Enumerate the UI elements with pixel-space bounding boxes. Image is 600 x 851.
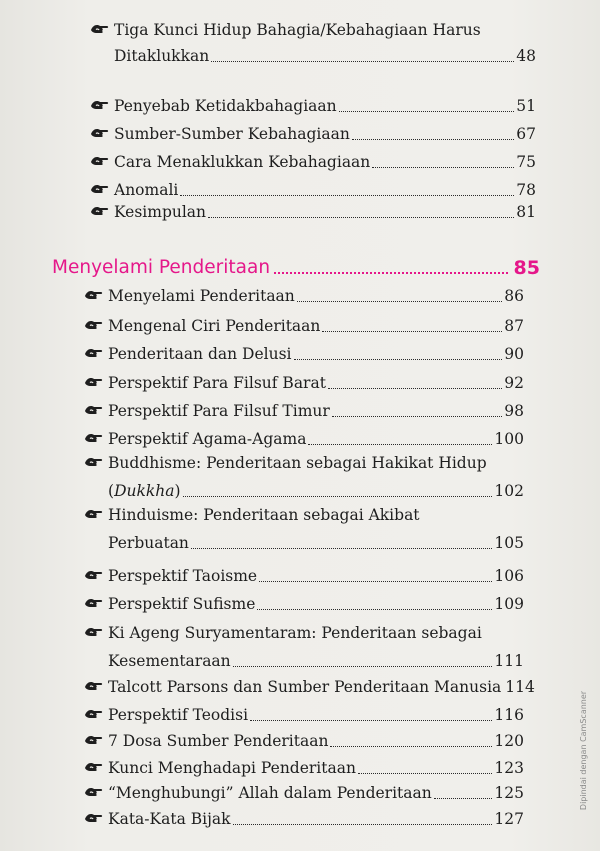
toc-entry-label: Penyebab Ketidakbahagiaan [114, 97, 337, 115]
leader-dots [322, 331, 502, 332]
toc-entry-label: Perspektif Agama-Agama [108, 430, 307, 448]
toc-entry-label: 7 Dosa Sumber Penderitaan [108, 732, 329, 750]
toc-entry[interactable] [108, 594, 524, 614]
scanner-watermark: Dipindai dengan CamScanner [579, 690, 589, 810]
leader-dots [259, 581, 492, 582]
toc-page-number: 127 [494, 810, 524, 828]
leader-dots [233, 666, 493, 667]
toc-page-number: 100 [494, 430, 524, 448]
toc-entry-label: Anomali [114, 181, 179, 199]
toc-entry-label: Kunci Menghadapi Penderitaan [108, 759, 356, 777]
toc-page-number: 109 [494, 595, 524, 613]
toc-entry-label-line2: Perbuatan [108, 534, 189, 552]
toc-entry[interactable] [108, 429, 524, 449]
leader-dots [211, 61, 514, 62]
toc-page-number: 123 [494, 759, 524, 777]
toc-entry[interactable] [108, 809, 524, 829]
toc-page-number: 67 [516, 125, 536, 143]
leader-dots [434, 798, 493, 799]
toc-entry[interactable] [114, 152, 536, 172]
hand-pointing-icon [84, 375, 106, 395]
toc-entry-label: Sumber-Sumber Kebahagiaan [114, 125, 350, 143]
toc-entry[interactable] [114, 202, 536, 222]
hand-pointing-icon [90, 98, 112, 118]
toc-page-number: 51 [516, 97, 536, 115]
toc-entry[interactable] [108, 373, 524, 393]
hand-pointing-icon [84, 811, 106, 831]
toc-entry[interactable] [108, 401, 524, 421]
hand-pointing-icon [84, 568, 106, 588]
toc-page-number: 125 [494, 784, 524, 802]
section-page-number: 85 [513, 257, 540, 279]
toc-entry-label: Perspektif Para Filsuf Barat [108, 374, 326, 392]
hand-pointing-icon [84, 507, 106, 527]
toc-entry[interactable] [108, 783, 524, 803]
hand-pointing-icon [84, 760, 106, 780]
toc-page-number: 81 [516, 203, 536, 221]
leader-dots [297, 301, 502, 302]
toc-entry-label-line2: Kesementaraan [108, 652, 231, 670]
hand-pointing-icon [84, 318, 106, 338]
hand-pointing-icon [90, 204, 112, 224]
hand-pointing-icon [90, 154, 112, 174]
toc-entry-label-line2: Ditaklukkan [114, 47, 210, 65]
toc-entry-label: Talcott Parsons dan Sumber Penderitaan Manusia [108, 678, 502, 696]
leader-dots [352, 139, 514, 140]
leader-dots [183, 496, 493, 497]
hand-pointing-icon [84, 431, 106, 451]
hand-pointing-icon [84, 403, 106, 423]
toc-entry-label: Kata-Kata Bijak [108, 810, 231, 828]
toc-entry-label: Perspektif Teodisi [108, 706, 249, 724]
leader-dots [233, 824, 493, 825]
toc-entry[interactable] [114, 46, 536, 66]
toc-page-number: 111 [494, 652, 524, 670]
hand-pointing-icon [90, 126, 112, 146]
toc-entry[interactable] [114, 96, 536, 116]
toc-entry[interactable] [108, 316, 524, 336]
toc-page-number: 90 [504, 345, 524, 363]
toc-entry[interactable] [108, 731, 524, 751]
toc-page-number: 102 [494, 482, 524, 500]
toc-entry[interactable] [108, 481, 524, 501]
leader-dots [257, 609, 492, 610]
toc-page-number: 92 [504, 374, 524, 392]
leader-dots [208, 217, 514, 218]
toc-page-number: 78 [516, 181, 536, 199]
hand-pointing-icon [84, 288, 106, 308]
leader-dots [330, 746, 492, 747]
leader-dots [372, 167, 514, 168]
toc-entry-label: Kesimpulan [114, 203, 207, 221]
hand-pointing-icon [84, 679, 106, 699]
toc-entry[interactable] [108, 758, 524, 778]
toc-page-number: 98 [504, 402, 524, 420]
hand-pointing-icon [84, 455, 106, 475]
toc-entry-label-line1[interactable]: Buddhisme: Penderitaan sebagai Hakikat Hidup [108, 454, 487, 472]
toc-page-number: 105 [494, 534, 524, 552]
leader-dots [339, 111, 515, 112]
leader-dots [332, 416, 502, 417]
toc-entry[interactable] [108, 344, 524, 364]
toc-entry[interactable] [108, 677, 535, 697]
toc-page-number: 114 [505, 678, 535, 696]
toc-page-number: 86 [504, 287, 524, 305]
hand-pointing-icon [84, 625, 106, 645]
toc-entry[interactable] [108, 651, 524, 671]
toc-entry-label: Mengenal Ciri Penderitaan [108, 317, 321, 335]
toc-page-number: 87 [504, 317, 524, 335]
hand-pointing-icon [84, 596, 106, 616]
toc-entry-label: Penderitaan dan Delusi [108, 345, 292, 363]
toc-entry-label: Cara Menaklukkan Kebahagiaan [114, 153, 371, 171]
toc-entry-label: “Menghubungi” Allah dalam Penderitaan [108, 784, 432, 802]
toc-entry[interactable] [108, 533, 524, 553]
leader-dots [328, 388, 502, 389]
hand-pointing-icon [84, 346, 106, 366]
toc-page-number: 116 [494, 706, 524, 724]
leader-dots [294, 359, 503, 360]
leader-dots [191, 548, 492, 549]
leader-dots [308, 444, 492, 445]
toc-page-number: 48 [516, 47, 536, 65]
toc-page-number: 75 [516, 153, 536, 171]
toc-entry[interactable] [114, 124, 536, 144]
toc-entry-label: Perspektif Para Filsuf Timur [108, 402, 330, 420]
leader-dots [180, 195, 514, 196]
hand-pointing-icon [90, 22, 112, 42]
toc-entry[interactable] [108, 566, 524, 586]
section-title: Menyelami Penderitaan [52, 257, 271, 278]
toc-page-number: 106 [494, 567, 524, 585]
toc-entry[interactable] [114, 180, 536, 200]
leader-dots [358, 773, 492, 774]
toc-entry-label: Perspektif Taoisme [108, 567, 258, 585]
hand-pointing-icon [84, 785, 106, 805]
toc-entry[interactable] [108, 286, 524, 306]
toc-entry-label: Menyelami Penderitaan [108, 287, 295, 305]
toc-entry-label-line2: (Dukkha) [108, 482, 181, 500]
toc-entry-label: Perspektif Sufisme [108, 595, 256, 613]
toc-page-number: 120 [494, 732, 524, 750]
hand-pointing-icon [90, 182, 112, 202]
hand-pointing-icon [84, 707, 106, 727]
toc-entry-label-line1[interactable]: Ki Ageng Suryamentaram: Penderitaan sebagai [108, 624, 482, 642]
section-leader-dots [274, 272, 508, 274]
hand-pointing-icon [84, 733, 106, 753]
section-heading[interactable] [52, 256, 540, 280]
toc-entry-label-line1[interactable]: Hinduisme: Penderitaan sebagai Akibat [108, 506, 420, 524]
leader-dots [250, 720, 492, 721]
toc-entry-label-line1[interactable]: Tiga Kunci Hidup Bahagia/Kebahagiaan Harus [114, 21, 481, 39]
toc-entry[interactable] [108, 705, 524, 725]
